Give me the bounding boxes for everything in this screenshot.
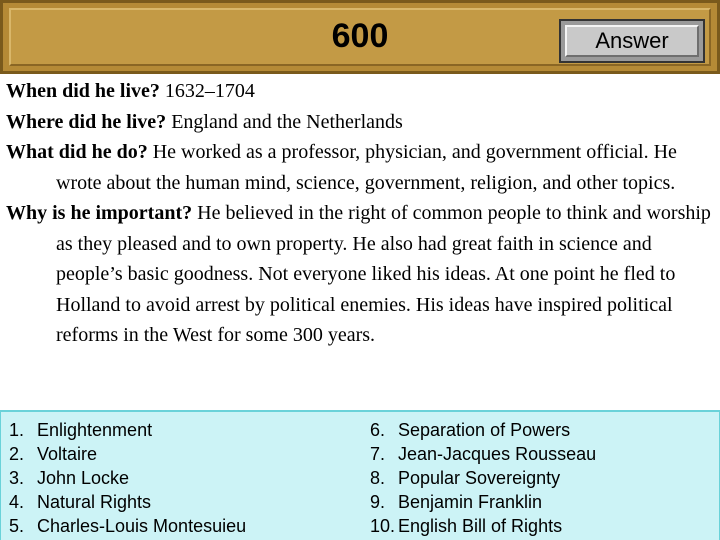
clue-line-when [0, 76, 720, 107]
option-number: 6. [370, 420, 386, 440]
option-label: Benjamin Franklin [398, 492, 543, 512]
question-what: What did he do? [6, 141, 148, 163]
option-number: 5. [9, 516, 25, 536]
option-number: 10. [370, 516, 396, 536]
option-item [370, 514, 715, 538]
option-label: Separation of Powers [398, 420, 571, 440]
options-left-column [9, 418, 329, 538]
option-item [9, 442, 329, 466]
option-number: 8. [370, 468, 386, 488]
option-label: John Locke [37, 468, 130, 488]
clue-line-what [0, 137, 720, 198]
option-label: Popular Sovereignty [398, 468, 561, 488]
clue-line-where [0, 107, 720, 138]
answer-why: He believed in the right of common people to think and worship as they pleased and to own property. He also had great faith in science and people’s basic goodness. Not everyone liked his ideas. At one point he fled to Holland to avoid arrest by political enemies. His ideas have inspired political reforms in the West for some 300 years. [56, 202, 711, 346]
question-why: Why is he important? [6, 202, 193, 224]
option-number: 4. [9, 492, 25, 512]
option-item [9, 490, 329, 514]
answer-what: He worked as a professor, physician, and government official. He wrote about the human mind, science, government, religion, and other topics. [56, 141, 677, 194]
option-item [9, 514, 329, 538]
answer-button[interactable] [559, 19, 705, 63]
option-number: 9. [370, 492, 386, 512]
question-when: When did he live? [6, 80, 160, 102]
option-item [9, 418, 329, 442]
option-label: Voltaire [37, 444, 98, 464]
answer-where: England and the Netherlands [171, 110, 403, 133]
option-number: 3. [9, 468, 25, 488]
option-number: 2. [9, 444, 25, 464]
clue-text [0, 76, 720, 410]
answer-when: 1632–1704 [164, 80, 255, 102]
option-item [370, 442, 715, 466]
answer-options-panel [0, 410, 720, 540]
options-right-column [370, 418, 715, 538]
option-number: 1. [9, 420, 25, 440]
clue-line-why [0, 198, 720, 351]
option-item [370, 418, 715, 442]
option-number: 7. [370, 444, 386, 464]
option-label: English Bill of Rights [398, 516, 563, 536]
option-label: Enlightenment [37, 420, 153, 440]
header-bar [0, 0, 720, 74]
option-item [370, 466, 715, 490]
answer-button-label[interactable]: Answer [565, 25, 699, 57]
option-item [370, 490, 715, 514]
option-label: Charles-Louis Montesuieu [37, 516, 247, 536]
point-value: 600 [331, 17, 389, 55]
question-where: Where did he live? [6, 110, 167, 133]
option-label: Jean-Jacques Rousseau [398, 444, 597, 464]
option-item [9, 466, 329, 490]
option-label: Natural Rights [37, 492, 152, 512]
